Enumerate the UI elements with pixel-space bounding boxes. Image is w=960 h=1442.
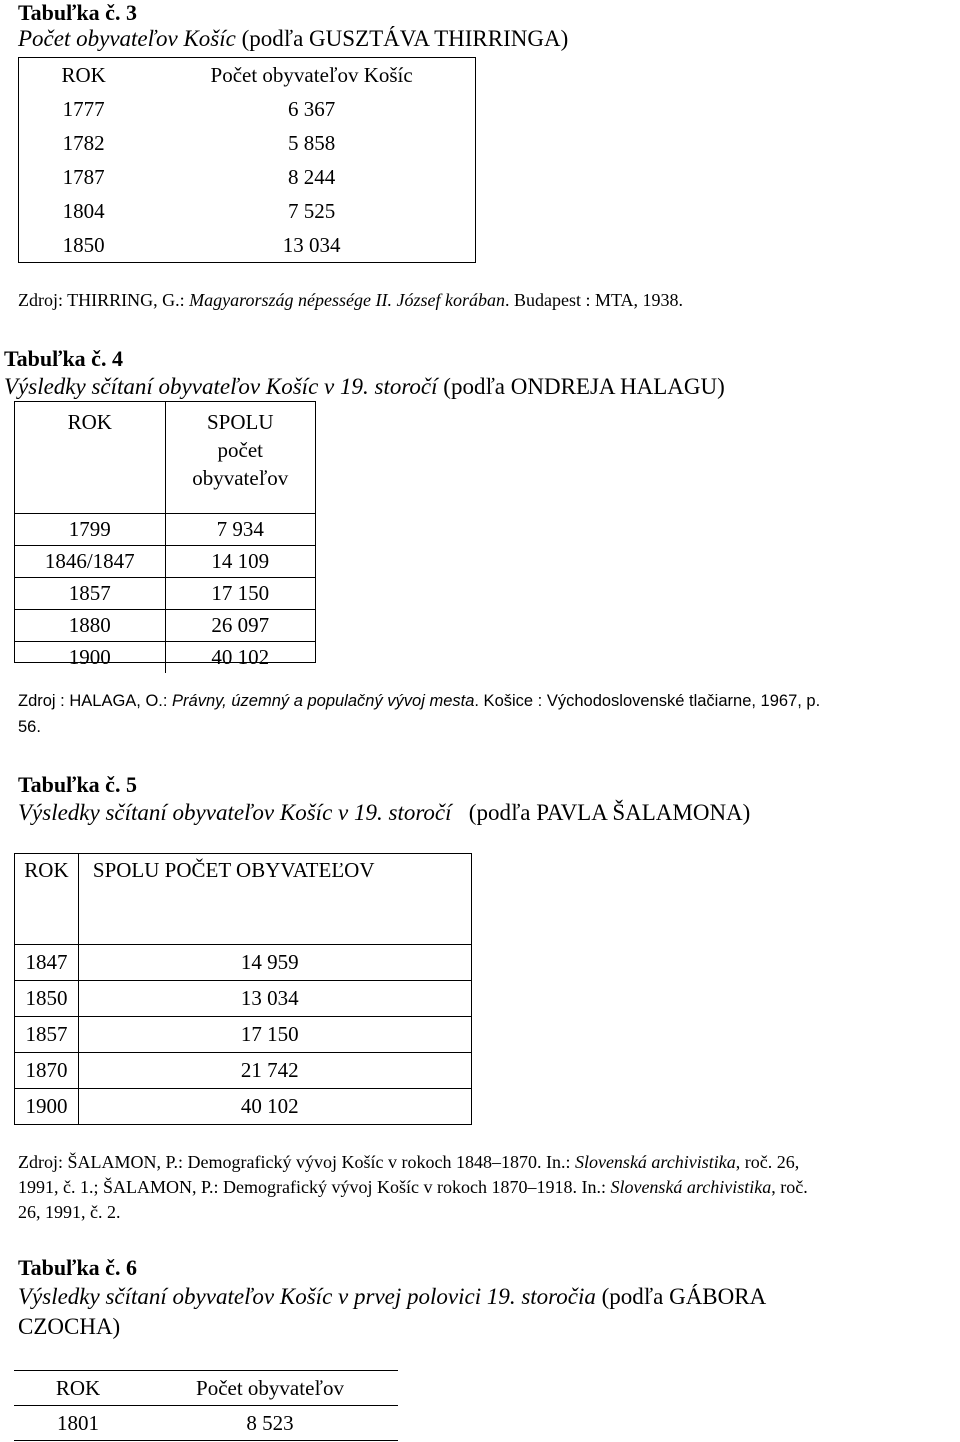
table-6-title-rest: (podľa GÁBORA xyxy=(595,1284,767,1309)
table-3-value: 7 525 xyxy=(287,198,336,223)
table-row xyxy=(14,1406,398,1441)
table-5-header-spolu: SPOLU POČET OBYVATEĽOV xyxy=(78,854,471,945)
table-5-title-italic: Výsledky sčítaní obyvateľov Košíc v 19. storočí xyxy=(18,800,452,825)
table-4-value: 14 109 xyxy=(165,546,315,578)
table-3 xyxy=(18,57,476,263)
table-6-title-italic: Výsledky sčítaní obyvateľov Košíc v prvej polovici 19. storočia xyxy=(18,1284,596,1309)
table-4-title-italic: Výsledky sčítaní obyvateľov Košíc v 19. storočí xyxy=(4,374,438,399)
table-3-value: 13 034 xyxy=(282,232,341,257)
table-5-label: Tabuľka č. 5 xyxy=(18,772,137,797)
table-6-title xyxy=(18,1284,766,1310)
table-5 xyxy=(14,853,472,1125)
table-row xyxy=(15,546,315,578)
table-row xyxy=(15,578,315,610)
table-4-year: 1799 xyxy=(15,514,165,546)
table-3-source xyxy=(18,290,683,311)
table-4-header-row xyxy=(15,402,315,514)
table-row xyxy=(19,126,476,160)
table-5-source-1a: Zdroj: ŠALAMON, P.: Demografický vývoj Košíc v rokoch 1848–1870. In.: xyxy=(18,1152,575,1172)
table-6-header-rok: ROK xyxy=(14,1371,142,1406)
table-row xyxy=(15,945,472,981)
table-4-value: 26 097 xyxy=(165,610,315,642)
table-4-header-rok: ROK xyxy=(15,402,165,514)
table-6-year: 1801 xyxy=(14,1406,142,1441)
table-3-value: 5 858 xyxy=(287,130,336,155)
table-4-source-book: Právny, územný a populačný vývoj mesta xyxy=(172,692,475,710)
table-row xyxy=(15,642,315,674)
table-4 xyxy=(15,402,315,673)
table-3-value: 8 244 xyxy=(287,164,336,189)
table-5-year: 1857 xyxy=(15,1017,79,1053)
table-5-source-2c: , roč. xyxy=(771,1177,808,1197)
table-row xyxy=(15,1053,472,1089)
table-4-header-line-2: počet xyxy=(217,438,263,462)
table-4-source-a: Zdroj : HALAGA, O.: xyxy=(18,692,173,710)
table-row xyxy=(15,1017,472,1053)
table-4-year: 1846/1847 xyxy=(15,546,165,578)
table-5-value: 21 742 xyxy=(78,1053,471,1089)
table-3-title xyxy=(18,26,568,52)
table-5-source-1c: , roč. 26, xyxy=(735,1152,800,1172)
table-5-title xyxy=(18,800,750,826)
table-row xyxy=(15,514,315,546)
table-3-value: 6 367 xyxy=(287,96,336,121)
table-5-source-line-1 xyxy=(18,1152,799,1173)
table-4-label: Tabuľka č. 4 xyxy=(4,346,123,371)
table-4-value: 17 150 xyxy=(165,578,315,610)
table-5-year: 1900 xyxy=(15,1089,79,1125)
table-4-title xyxy=(4,374,725,400)
table-row xyxy=(19,228,476,263)
table-3-source-a: Zdroj: THIRRING, G.: xyxy=(18,290,190,310)
table-4-source-c: . Košice : Východoslovenské tlačiarne, 1967, p. xyxy=(474,692,821,710)
table-5-value: 17 150 xyxy=(78,1017,471,1053)
table-3-year: 1777 xyxy=(62,96,105,121)
table-4-header-line-1: SPOLU xyxy=(206,410,274,434)
table-4-year: 1900 xyxy=(15,642,165,674)
table-4-header-line-3: obyvateľov xyxy=(192,466,289,490)
table-6-header-pocet: Počet obyvateľov xyxy=(142,1371,398,1406)
table-5-year: 1847 xyxy=(15,945,79,981)
table-3-source-c: . Budapest : MTA, 1938. xyxy=(504,290,684,310)
table-4-source xyxy=(18,692,820,711)
table-4-source-line-2: 56. xyxy=(18,718,41,736)
table-6 xyxy=(14,1370,398,1441)
table-5-value: 13 034 xyxy=(78,981,471,1017)
table-4-title-rest: (podľa ONDREJA HALAGU) xyxy=(437,374,725,399)
table-5-source-1-journal: Slovenská archivistika xyxy=(574,1152,736,1172)
table-3-year: 1804 xyxy=(62,198,105,223)
table-4-value: 40 102 xyxy=(165,642,315,674)
table-5-year: 1850 xyxy=(15,981,79,1017)
table-6-label: Tabuľka č. 6 xyxy=(18,1255,137,1280)
table-row xyxy=(15,610,315,642)
table-6-header-row xyxy=(14,1371,398,1406)
table-row xyxy=(15,1089,472,1125)
table-5-value: 14 959 xyxy=(78,945,471,981)
table-3-year: 1850 xyxy=(62,232,105,257)
table-3-header-pocet: Počet obyvateľov Košíc xyxy=(210,62,413,87)
table-5-header-row xyxy=(15,854,472,945)
table-5-source-line-2 xyxy=(18,1177,808,1198)
table-5-source-2-journal: Slovenská archivistika xyxy=(610,1177,772,1197)
table-6-title-line-2: CZOCHA) xyxy=(18,1314,121,1339)
table-row xyxy=(19,194,476,228)
table-3-year: 1787 xyxy=(62,164,105,189)
table-row xyxy=(15,981,472,1017)
table-4-year: 1857 xyxy=(15,578,165,610)
table-3-year: 1782 xyxy=(62,130,105,155)
table-3-label: Tabuľka č. 3 xyxy=(18,0,137,25)
table-row xyxy=(19,160,476,194)
table-5-header-rok: ROK xyxy=(15,854,79,945)
table-5-value: 40 102 xyxy=(78,1089,471,1125)
table-5-year: 1870 xyxy=(15,1053,79,1089)
table-3-title-italic: Počet obyvateľov Košíc xyxy=(18,26,236,51)
table-6-value: 8 523 xyxy=(142,1406,398,1441)
table-3-header-row xyxy=(19,58,476,93)
table-5-source-2a: 1991, č. 1.; ŠALAMON, P.: Demografický vývoj Košíc v rokoch 1870–1918. In.: xyxy=(18,1177,611,1197)
table-row xyxy=(19,92,476,126)
table-4-year: 1880 xyxy=(15,610,165,642)
table-3-source-book: Magyarország népessége II. József korában xyxy=(189,290,505,310)
table-3-title-rest: (podľa GUSZTÁVA THIRRINGA) xyxy=(235,26,569,51)
table-5-title-rest: (podľa PAVLA ŠALAMONA) xyxy=(451,800,751,825)
table-4-header-spolu xyxy=(165,402,315,514)
table-4-frame xyxy=(14,401,316,669)
table-4-value: 7 934 xyxy=(165,514,315,546)
table-5-source-line-3: 26, 1991, č. 2. xyxy=(18,1202,121,1222)
table-3-header-rok: ROK xyxy=(61,62,106,87)
